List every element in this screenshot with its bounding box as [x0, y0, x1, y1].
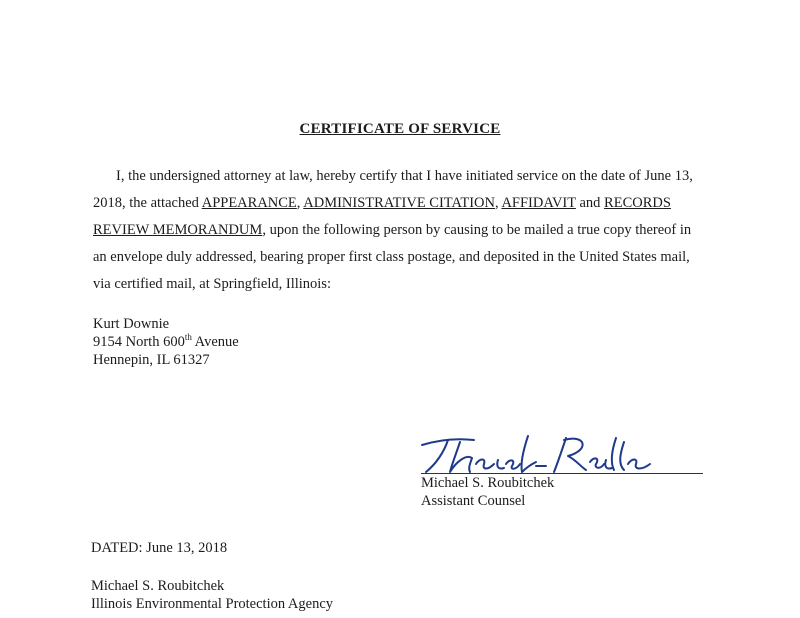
dated-line: DATED: June 13, 2018 [91, 540, 228, 556]
certificate-title: CERTIFICATE OF SERVICE [299, 121, 501, 137]
sender-agency: Illinois Environmental Protection Agency [91, 596, 334, 612]
recipient-address [93, 315, 239, 369]
doc-records-review-memorandum: RECORDS REVIEW MEMORANDUM [93, 195, 671, 238]
sender-name: Michael S. Roubitchek [91, 578, 225, 594]
signer-block [421, 474, 554, 510]
signature-drawing [418, 428, 708, 478]
recipient-name: Kurt Downie [93, 316, 170, 332]
doc-administrative-citation: ADMINISTRATIVE CITATION [303, 195, 495, 211]
recipient-city: Hennepin, IL 61327 [93, 352, 210, 368]
signer-title: Assistant Counsel [421, 493, 526, 509]
certificate-intro: I, the undersigned attorney at law, hereby certify that I have initiated service on the date of June 13, 2018, the attached [93, 168, 693, 211]
doc-appearance: APPEARANCE [201, 195, 297, 211]
signature-strokes [422, 436, 650, 472]
handwritten-signature [418, 428, 708, 478]
sender-block [91, 577, 333, 613]
certificate-body: I, the undersigned attorney at law, hereby certify that I have initiated service on the date of June 13, 2018, the attached APPEARANCE, ADMINISTRATIVE CITATION, AFFIDAVIT and RECORDS REVIEW MEMORANDUM, upon the following person by causing to be mailed a true copy thereof in an envelope duly addressed, bearing proper first class postage, and deposited in the United States mail, via certified mail, at Springfield, Illinois: [93, 168, 693, 292]
signer-name: Michael S. Roubitchek [421, 475, 555, 491]
certificate-tail: upon the following person by causing to be mailed a true copy thereof in an envelope duly addressed, bearing proper first class postage, and deposited in the United States mail, via certified mail, at Springfield, Illinois: [93, 222, 692, 292]
doc-affidavit: AFFIDAVIT [501, 195, 576, 211]
recipient-street: 9154 North 600th Avenue [93, 332, 239, 350]
